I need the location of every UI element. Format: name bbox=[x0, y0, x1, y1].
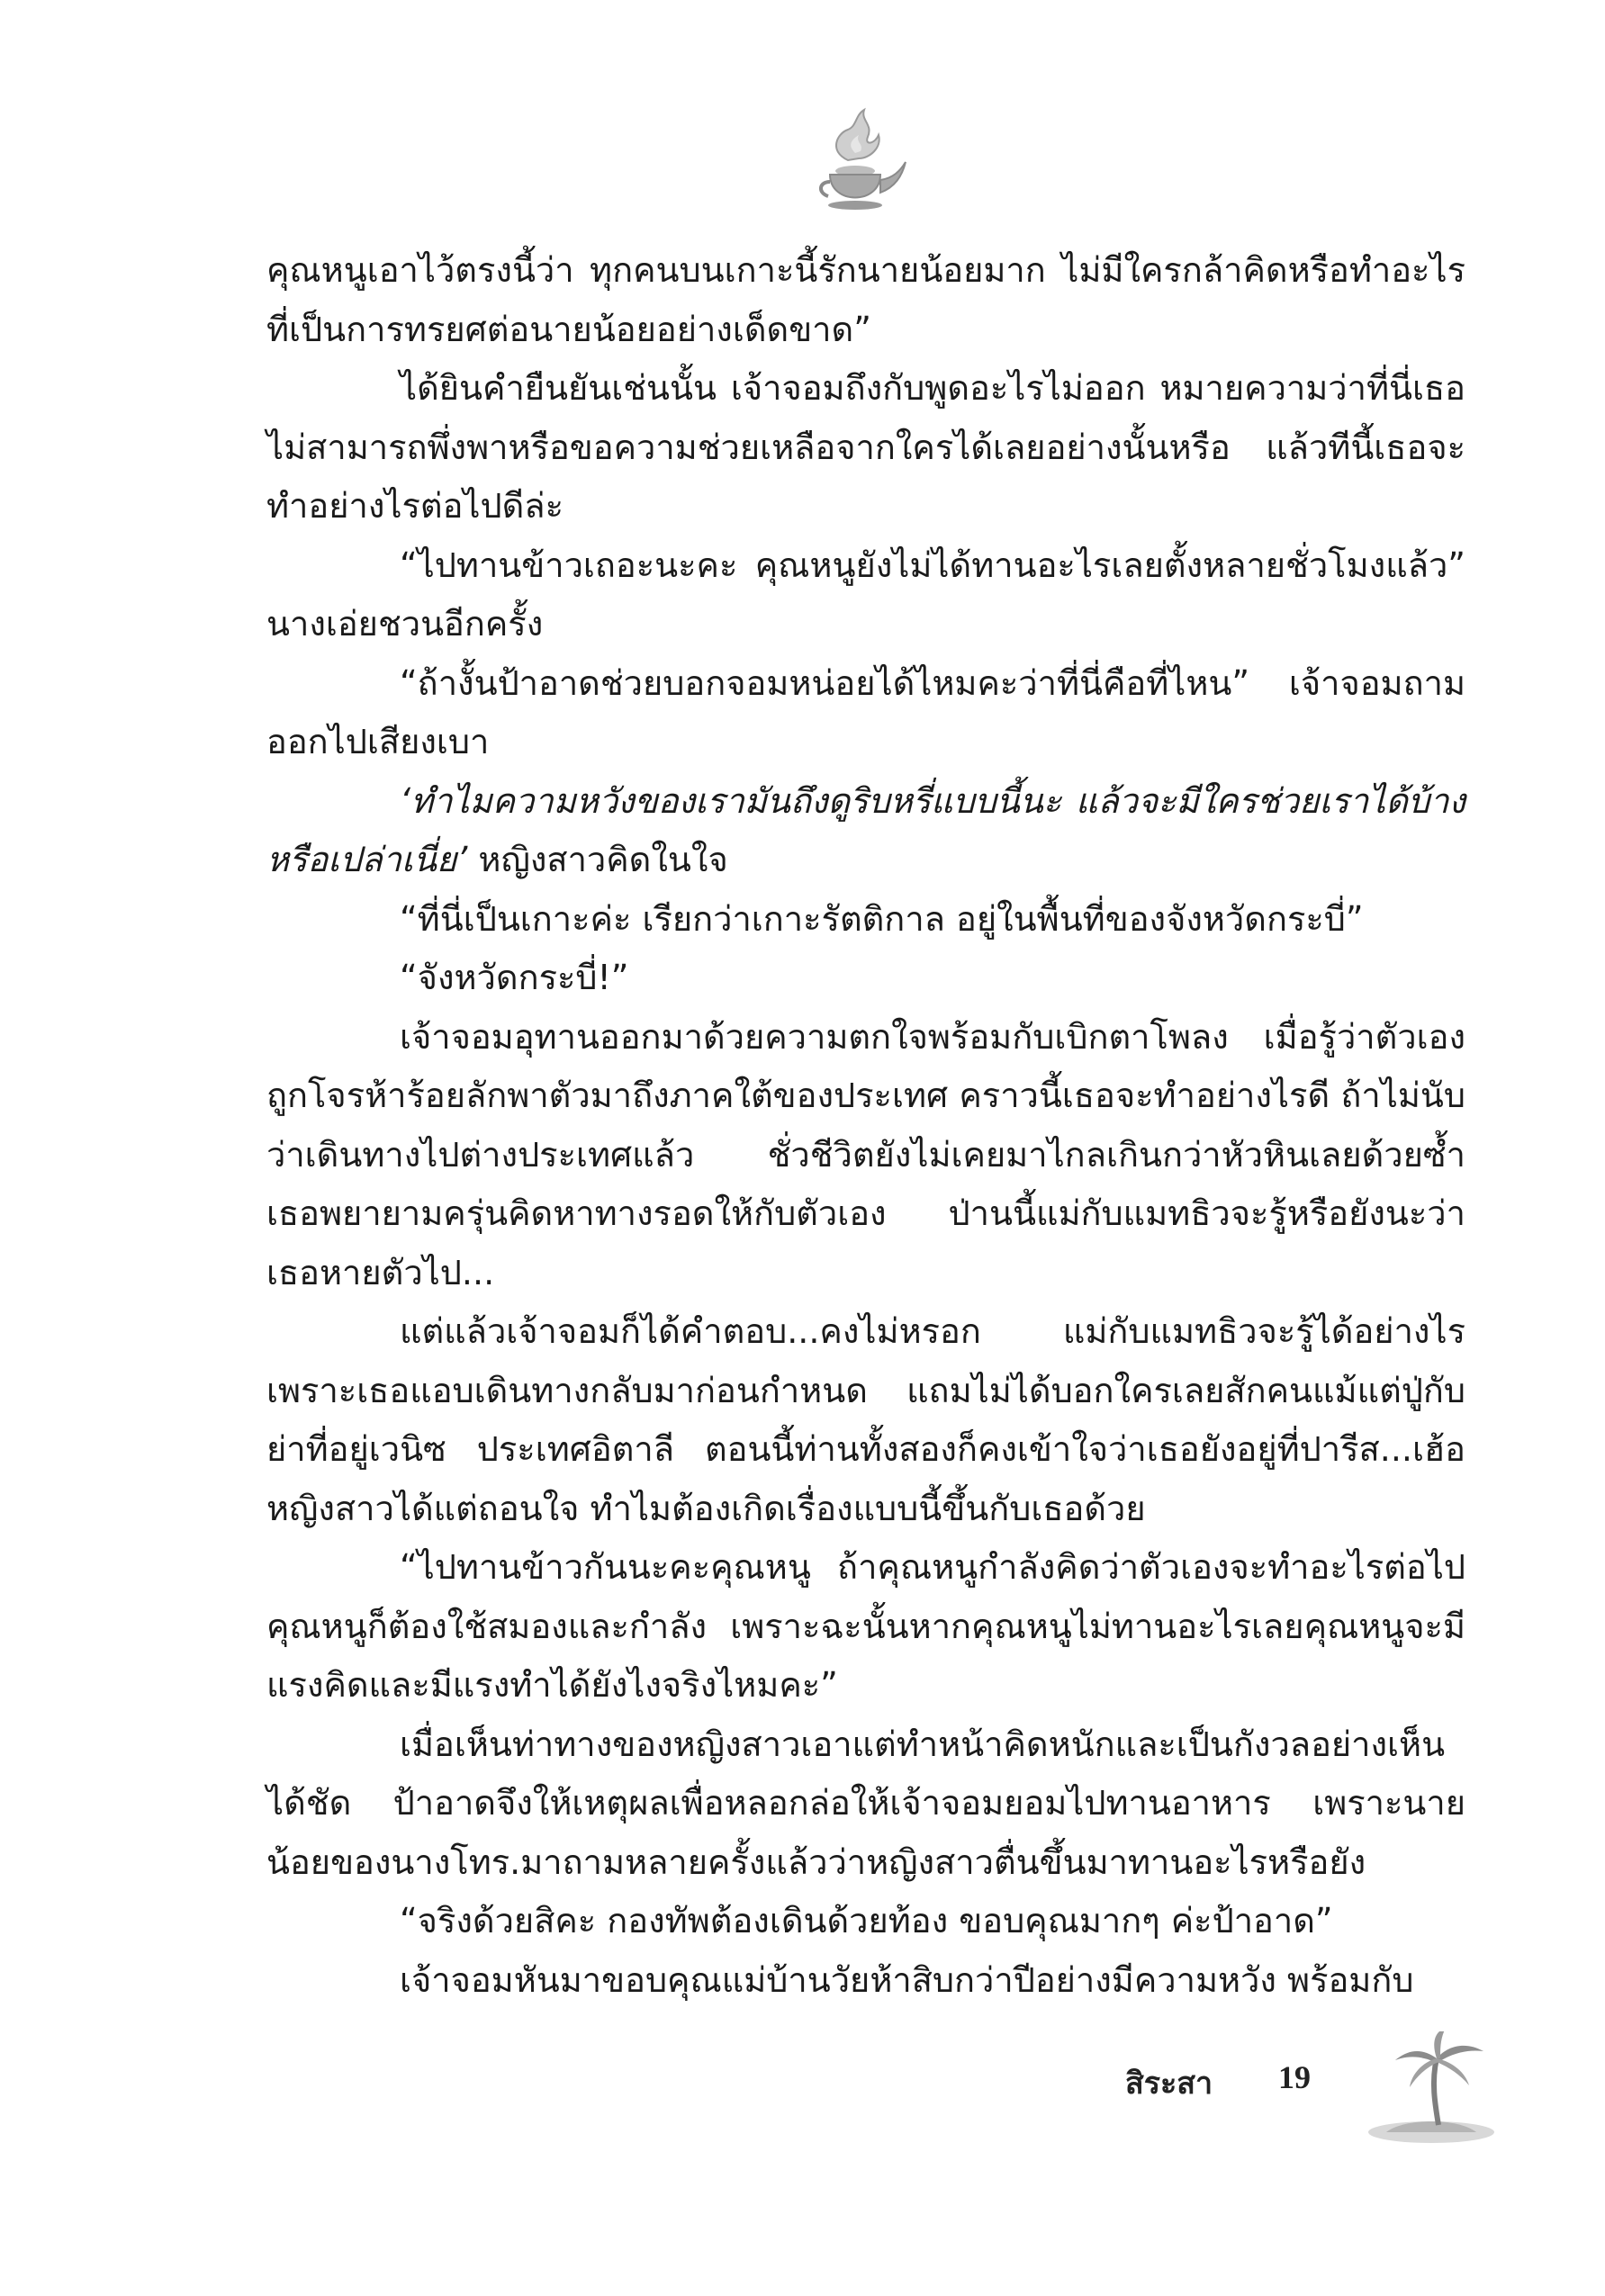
paragraph-1: คุณหนูเอาไว้ตรงนี้ว่า ทุกคนบนเกาะนี้รักนายน้อยมาก ไม่มีใครกล้าคิดหรือทำอะไรที่เป็นการทรยศต่อนายน้อยอย่างเด็ดขาด” bbox=[266, 250, 1465, 349]
teapot-with-steam-icon bbox=[792, 99, 918, 225]
paragraph-8: เจ้าจอมอุทานออกมาด้วยความตกใจพร้อมกับเบิกตาโพลง เมื่อรู้ว่าตัวเองถูกโจรห้าร้อยลักพาตัวมาถึงภาคใต้ของประเทศ คราวนี้เธอจะทำอย่างไรดี ถ้าไม่นับว่าเดินทางไปต่างประเทศแล้ว ชั่วชีวิตยังไม่เคยมาไกลเกินกว่าหัวหินเลยด้วยซ้ำ เธอพยายามครุ่นคิดหาทางรอดให้กับตัวเอง ป่านนี้แม่กับแมทธิวจะรู้หรือยังนะว่าเธอหายตัวไป... bbox=[266, 1016, 1465, 1292]
page-footer bbox=[1125, 2039, 1503, 2138]
paragraph-5-tail: หญิงสาวคิดในใจ bbox=[467, 840, 728, 879]
paragraph-6: “ที่นี่เป็นเกาะค่ะ เรียกว่าเกาะรัตติกาล อยู่ในพื้นที่ของจังหวัดกระบี่” bbox=[400, 898, 1364, 939]
page-number: 19 bbox=[1278, 2059, 1311, 2095]
paragraph-13: เจ้าจอมหันมาขอบคุณแม่บ้านวัยห้าสิบกว่าปีอย่างมีความหวัง พร้อมกับ bbox=[400, 1959, 1414, 2000]
palm-tree-island-icon bbox=[1359, 2031, 1503, 2148]
running-title: สิระสา bbox=[1125, 2066, 1213, 2102]
paragraph-3: “ไปทานข้าวเถอะนะคะ คุณหนูยังไม่ได้ทานอะไรเลยตั้งหลายชั่วโมงแล้ว” นางเอ่ยชวนอีกครั้ง bbox=[266, 545, 1465, 644]
paragraph-12: “จริงด้วยสิคะ กองทัพต้องเดินด้วยท้อง ขอบคุณมากๆ ค่ะป้าอาด” bbox=[400, 1901, 1333, 1940]
body-text bbox=[266, 241, 1465, 2010]
inner-thought: ‘ทำไมความหวังของเรามันถึงดูริบหรี่แบบนี้นะ แล้วจะมีใครช่วยเราได้บ้างหรือเปล่าเนี่ย’ bbox=[266, 780, 1465, 879]
paragraph-2: ได้ยินคำยืนยันเช่นนั้น เจ้าจอมถึงกับพูดอะไรไม่ออก หมายความว่าที่นี่เธอไม่สามารถพึ่งพาหรือขอความช่วยเหลือจากใครได้เลยอย่างนั้นหรือ แล้วทีนี้เธอจะทำอย่างไรต่อไปดีล่ะ bbox=[266, 368, 1465, 526]
paragraph-9: แต่แล้วเจ้าจอมก็ได้คำตอบ...คงไม่หรอก แม่กับแมทธิวจะรู้ได้อย่างไร เพราะเธอแอบเดินทางกลับมาก่อนกำหนด แถมไม่ได้บอกใครเลยสักคนแม้แต่ปู่กับย่าที่อยู่เวนิซ ประเทศอิตาลี ตอนนี้ท่านทั้งสองก็คงเข้าใจว่าเธอยังอยู่ที่ปารีส...เฮ้อ หญิงสาวได้แต่ถอนใจ ทำไมต้องเกิดเรื่องแบบนี้ขึ้นกับเธอด้วย bbox=[266, 1311, 1465, 1528]
paragraph-11: เมื่อเห็นท่าทางของหญิงสาวเอาแต่ทำหน้าคิดหนักและเป็นกังวลอย่างเห็นได้ชัด ป้าอาดจึงให้เหตุผลเพื่อหลอกล่อให้เจ้าจอมยอมไปทานอาหาร เพราะนายน้อยของนางโทร.มาถามหลายครั้งแล้วว่าหญิงสาวตื่นขึ้นมาทานอะไรหรือยัง bbox=[266, 1724, 1465, 1882]
paragraph-7: “จังหวัดกระบี่!” bbox=[400, 958, 629, 997]
paragraph-4: “ถ้างั้นป้าอาดช่วยบอกจอมหน่อยได้ไหมคะว่าที่นี่คือที่ไหน” เจ้าจอมถามออกไปเสียงเบา bbox=[266, 662, 1465, 761]
paragraph-10: “ไปทานข้าวกันนะคะคุณหนู ถ้าคุณหนูกำลังคิดว่าตัวเองจะทำอะไรต่อไป คุณหนูก็ต้องใช้สมองและกำลัง เพราะฉะนั้นหากคุณหนูไม่ทานอะไรเลยคุณหนูจะมีแรงคิดและมีแรงทำได้ยังไงจริงไหมคะ” bbox=[266, 1547, 1465, 1705]
paragraph-5 bbox=[266, 772, 1465, 890]
